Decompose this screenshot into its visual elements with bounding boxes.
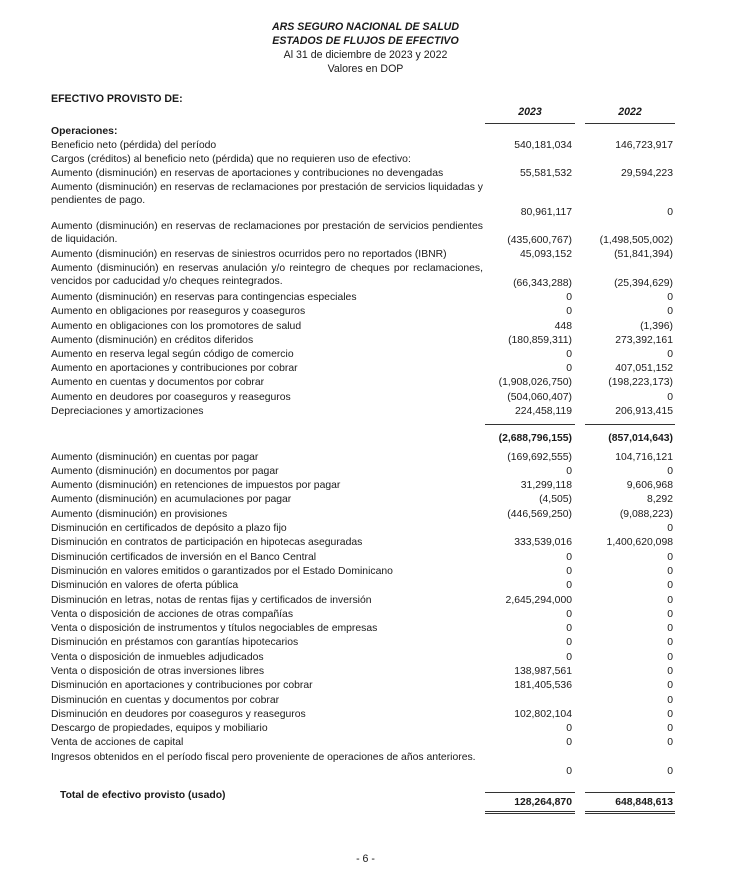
row-desc: Disminución en contratos de participación en hipotecas aseguradas xyxy=(51,537,363,548)
row-value-2022: 0 xyxy=(667,766,673,777)
row-desc: Aumento (disminución) en reservas anulación y/o reintegro de cheques por reclamaciones, vencidos por caducidad y/o cheques reintegrados. xyxy=(51,263,483,288)
row-value-2023: 80,961,117 xyxy=(520,207,572,218)
period-line: Al 31 de diciembre de 2023 y 2022 xyxy=(283,49,448,61)
total-double-rule-2022 xyxy=(585,811,675,814)
year-2022-header: 2022 xyxy=(618,106,642,118)
row-value-2022: (1,498,505,002) xyxy=(599,235,673,246)
total-double-rule-2023 xyxy=(485,811,575,814)
row-desc: Disminución en aportaciones y contribuciones por cobrar xyxy=(51,680,313,691)
row-value-2022: 0 xyxy=(667,737,673,748)
row-value-2022: 0 xyxy=(667,666,673,677)
row-desc: Disminución en cuentas y documentos por cobrar xyxy=(51,695,280,706)
row-desc: Aumento (disminución) en cuentas por pagar xyxy=(51,452,259,463)
row-value-2023: 0 xyxy=(566,609,572,620)
row-desc: Aumento en obligaciones por reaseguros y coaseguros xyxy=(51,306,306,317)
row-value-2022: 273,392,161 xyxy=(615,335,673,346)
row-value-2023: 0 xyxy=(566,566,572,577)
row-value-2022: 0 xyxy=(667,566,673,577)
row-desc: Descargo de propiedades, equipos y mobiliario xyxy=(51,723,268,734)
row-value-2023: 0 xyxy=(566,623,572,634)
row-value-2023: 0 xyxy=(566,363,572,374)
row-value-2022: 0 xyxy=(667,637,673,648)
year-underline-2022 xyxy=(585,123,675,124)
row-value-2023: (66,343,288) xyxy=(513,278,572,289)
row-desc: Aumento (disminución) en provisiones xyxy=(51,509,228,520)
currency-line: Valores en DOP xyxy=(327,63,404,75)
row-desc: Disminución en préstamos con garantías hipotecarios xyxy=(51,637,299,648)
row-desc: Aumento en reserva legal según código de comercio xyxy=(51,349,294,360)
subtotal-2022: (857,014,643) xyxy=(608,433,673,444)
row-value-2023: 0 xyxy=(566,766,572,777)
row-value-2022: 29,594,223 xyxy=(620,168,673,179)
row-desc: Venta o disposición de inmuebles adjudicados xyxy=(51,652,264,663)
row-value-2023: (435,600,767) xyxy=(507,235,572,246)
row-value-2023: 102,802,104 xyxy=(514,709,572,720)
row-value-2022: 0 xyxy=(667,392,673,403)
row-desc: Aumento (disminución) en reservas de siniestros ocurridos pero no reportados (IBNR) xyxy=(51,249,447,260)
row-desc: Beneficio neto (pérdida) del período xyxy=(51,140,217,151)
row-value-2022: 1,400,620,098 xyxy=(606,537,673,548)
total-2022: 648,848,613 xyxy=(615,797,673,808)
row-value-2022: 0 xyxy=(667,523,673,534)
row-value-2022: 9,606,968 xyxy=(626,480,673,491)
row-value-2022: 104,716,121 xyxy=(615,452,673,463)
row-value-2022: 0 xyxy=(667,709,673,720)
row-value-2023: 31,299,118 xyxy=(520,480,572,491)
row-desc: Aumento (disminución) en retenciones de impuestos por pagar xyxy=(51,480,341,491)
row-desc: Aumento (disminución) en reservas para contingencias especiales xyxy=(51,292,357,303)
row-value-2023: 0 xyxy=(566,652,572,663)
row-desc: Aumento en cuentas y documentos por cobrar xyxy=(51,377,265,388)
row-desc: Disminución en deudores por coaseguros y reaseguros xyxy=(51,709,306,720)
row-value-2022: (25,394,629) xyxy=(614,278,673,289)
row-desc: Disminución en certificados de depósito a plazo fijo xyxy=(51,523,287,534)
row-desc: Venta o disposición de otras inversiones libres xyxy=(51,666,265,677)
subtotal-rule-2022 xyxy=(585,424,675,425)
row-value-2022: (51,841,394) xyxy=(614,249,673,260)
row-value-2023: (169,692,555) xyxy=(507,452,572,463)
row-value-2022: (198,223,173) xyxy=(608,377,673,388)
row-desc: Aumento (disminución) en créditos diferidos xyxy=(51,335,254,346)
row-value-2023: (1,908,026,750) xyxy=(498,377,572,388)
row-value-2023: 0 xyxy=(566,292,572,303)
row-desc: Disminución certificados de inversión en el Banco Central xyxy=(51,552,317,563)
row-value-2023: (504,060,407) xyxy=(507,392,572,403)
row-value-2022: 0 xyxy=(667,595,673,606)
row-value-2023: 0 xyxy=(566,306,572,317)
row-value-2023: 45,093,152 xyxy=(519,249,572,260)
row-value-2023: 0 xyxy=(566,580,572,591)
section-title: EFECTIVO PROVISTO DE: xyxy=(51,93,183,105)
row-desc: Disminución en valores emitidos o garantizados por el Estado Dominicano xyxy=(51,566,393,577)
page-number: - 6 - xyxy=(356,853,375,865)
row-desc: Ingresos obtenidos en el período fiscal pero proveniente de operaciones de años anteriores. xyxy=(51,752,476,763)
row-desc: Aumento (disminución) en reservas de aportaciones y contribuciones no devengadas xyxy=(51,168,444,179)
row-desc: Cargos (créditos) al beneficio neto (pérdida) que no requieren uso de efectivo: xyxy=(51,154,411,165)
row-value-2023: 448 xyxy=(554,321,572,332)
subtotal-2023: (2,688,796,155) xyxy=(498,433,572,444)
operations-heading: Operaciones: xyxy=(51,126,118,137)
total-2023: 128,264,870 xyxy=(514,797,572,808)
row-value-2022: 206,913,415 xyxy=(615,406,673,417)
company-name: ARS SEGURO NACIONAL DE SALUD xyxy=(272,21,459,33)
row-value-2022: 0 xyxy=(667,292,673,303)
row-desc: Aumento (disminución) en acumulaciones por pagar xyxy=(51,494,292,505)
row-value-2022: 0 xyxy=(667,680,673,691)
row-desc: Venta o disposición de acciones de otras compañías xyxy=(51,609,294,620)
row-value-2023: 2,645,294,000 xyxy=(505,595,572,606)
row-desc: Aumento (disminución) en reservas de reclamaciones por prestación de servicios pendientes de liquidación. xyxy=(51,221,483,246)
row-value-2023: (180,859,311) xyxy=(508,335,572,346)
row-value-2023: 540,181,034 xyxy=(514,140,572,151)
row-value-2023: 0 xyxy=(566,723,572,734)
year-2023-header: 2023 xyxy=(518,106,542,118)
row-value-2022: 0 xyxy=(667,652,673,663)
row-value-2023: 0 xyxy=(566,552,572,563)
row-desc: Aumento (disminución) en reservas de reclamaciones por prestación de servicios liquidadas y pendientes de pago. xyxy=(51,182,483,207)
total-rule-2022 xyxy=(585,792,675,793)
row-value-2023: 0 xyxy=(566,466,572,477)
row-value-2022: 0 xyxy=(667,723,673,734)
row-value-2023: 0 xyxy=(566,737,572,748)
total-label: Total de efectivo provisto (usado) xyxy=(60,790,226,801)
row-value-2022: 146,723,917 xyxy=(615,140,673,151)
year-underline-2023 xyxy=(485,123,575,124)
row-value-2023: 55,581,532 xyxy=(519,168,572,179)
row-value-2023: (4,505) xyxy=(539,494,572,505)
row-value-2022: 0 xyxy=(667,609,673,620)
row-value-2022: 0 xyxy=(667,580,673,591)
subtotal-rule-2023 xyxy=(485,424,575,425)
total-rule-2023 xyxy=(485,792,575,793)
row-value-2023: (446,569,250) xyxy=(507,509,572,520)
row-value-2022: 407,051,152 xyxy=(615,363,673,374)
row-desc: Disminución en letras, notas de rentas fijas y certificados de inversión xyxy=(51,595,372,606)
row-value-2022: 0 xyxy=(667,466,673,477)
row-value-2023: 138,987,561 xyxy=(514,666,572,677)
row-value-2022: 8,292 xyxy=(646,494,673,505)
statement-title: ESTADOS DE FLUJOS DE EFECTIVO xyxy=(272,35,459,47)
row-desc: Venta de acciones de capital xyxy=(51,737,184,748)
row-value-2022: 0 xyxy=(667,695,673,706)
row-desc: Depreciaciones y amortizaciones xyxy=(51,406,204,417)
row-value-2023: 0 xyxy=(566,349,572,360)
row-value-2022: (9,088,223) xyxy=(619,509,673,520)
row-desc: Venta o disposición de instrumentos y títulos negociables de empresas xyxy=(51,623,378,634)
row-value-2022: 0 xyxy=(667,306,673,317)
row-desc: Disminución en valores de oferta pública xyxy=(51,580,239,591)
row-value-2023: 181,405,536 xyxy=(514,680,572,691)
row-value-2022: 0 xyxy=(667,623,673,634)
row-desc: Aumento (disminución) en documentos por pagar xyxy=(51,466,279,477)
row-value-2023: 224,458,119 xyxy=(514,406,572,417)
row-value-2022: 0 xyxy=(667,207,673,218)
row-desc: Aumento en aportaciones y contribuciones por cobrar xyxy=(51,363,298,374)
row-value-2022: 0 xyxy=(667,552,673,563)
row-desc: Aumento en obligaciones con los promotores de salud xyxy=(51,321,302,332)
row-value-2023: 0 xyxy=(566,637,572,648)
row-value-2023: 333,539,016 xyxy=(514,537,572,548)
row-desc: Aumento en deudores por coaseguros y reaseguros xyxy=(51,392,291,403)
row-value-2022: 0 xyxy=(667,349,673,360)
row-value-2022: (1,396) xyxy=(640,321,673,332)
